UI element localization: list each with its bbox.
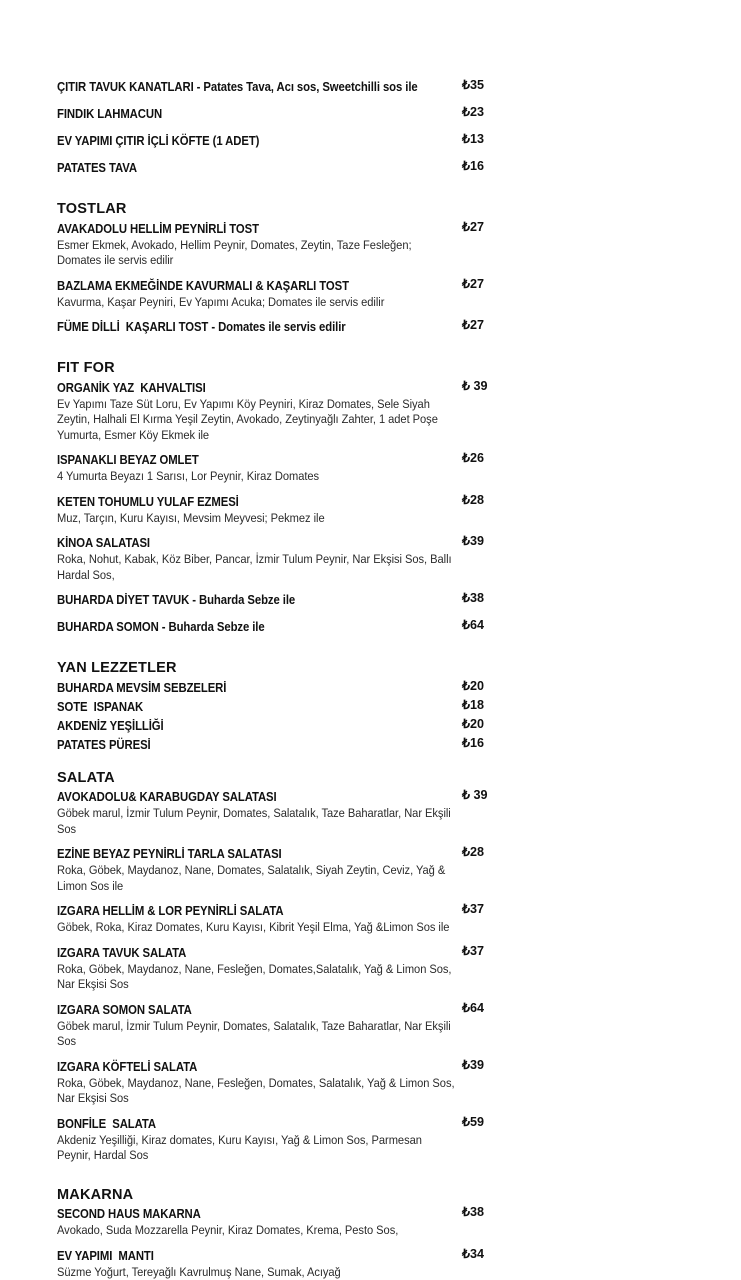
section-heading: MAKARNA [57, 1172, 493, 1203]
menu-item-price: ₺23 [462, 105, 484, 120]
menu-section-salata [57, 755, 493, 1164]
menu-item-headline [57, 717, 493, 735]
menu-item-price: ₺28 [462, 845, 484, 860]
menu-item-name-wrap [57, 105, 162, 123]
menu-item-headline [57, 788, 493, 806]
menu-item-description [57, 920, 493, 936]
menu-item-name: AVAKADOLU HELLİM PEYNİRLİ TOST [57, 222, 259, 236]
menu-item-name: BUHARDA DİYET TAVUK - Buharda Sebze ile [57, 593, 295, 607]
menu-item-headline [57, 534, 493, 552]
menu-item-price: ₺27 [462, 220, 484, 235]
menu-item[interactable] [57, 1058, 493, 1107]
menu-item-price: ₺18 [462, 698, 484, 713]
menu-item-name: KETEN TOHUMLU YULAF EZMESİ [57, 495, 239, 509]
menu-item-name: EV YAPIMI MANTI [57, 1249, 154, 1263]
menu-item-name: IZGARA SOMON SALATA [57, 1003, 192, 1017]
menu-item-price: ₺20 [462, 679, 484, 694]
menu-item-headline [57, 736, 493, 754]
menu-content [57, 78, 493, 1280]
menu-item-name-wrap [57, 220, 259, 238]
section-heading: SALATA [57, 755, 493, 786]
menu-item-headline [57, 591, 493, 609]
menu-item[interactable] [57, 788, 493, 837]
menu-item-price: ₺ 39 [462, 788, 488, 803]
menu-item-description [57, 806, 493, 837]
menu-item-headline [57, 159, 493, 177]
menu-item-description [57, 511, 493, 527]
menu-item-description-wrap: Göbek marul, İzmir Tulum Peynir, Domates, Salatalık, Taze Baharatlar, Nar Ekşili Sos [57, 1019, 458, 1050]
menu-item-price: ₺37 [462, 944, 484, 959]
menu-item-description-wrap: Roka, Göbek, Maydanoz, Nane, Fesleğen, Domates, Salatalık, Yağ & Limon Sos, Nar Ekşisi Sos [57, 1076, 458, 1107]
menu-item-name-wrap [57, 1205, 201, 1223]
menu-item[interactable] [57, 944, 493, 993]
menu-item-name-wrap [57, 451, 199, 469]
menu-section-tostlar [57, 186, 493, 336]
menu-item-name-wrap [57, 1247, 154, 1265]
menu-item-name: BUHARDA SOMON - Buharda Sebze ile [57, 620, 265, 634]
menu-item-headline [57, 902, 493, 920]
menu-item[interactable] [57, 679, 493, 697]
menu-item-headline [57, 318, 493, 336]
menu-item-headline [57, 105, 493, 123]
menu-section-starters [57, 78, 493, 177]
menu-item-name-wrap [57, 736, 151, 754]
menu-item-description [57, 238, 493, 269]
menu-item-name-wrap [57, 902, 283, 920]
menu-item[interactable] [57, 105, 493, 123]
menu-item-price: ₺39 [462, 1058, 484, 1073]
menu-item-price: ₺26 [462, 451, 484, 466]
menu-item-description [57, 295, 493, 311]
menu-item[interactable] [57, 591, 493, 609]
menu-item-description-wrap: Muz, Tarçın, Kuru Kayısı, Mevsim Meyvesi; Pekmez ile [57, 511, 325, 527]
menu-item-price: ₺39 [462, 534, 484, 549]
menu-item-name: PATATES TAVA [57, 161, 137, 175]
menu-item-headline [57, 220, 493, 238]
menu-item-name-wrap [57, 318, 346, 336]
menu-item-description [57, 1265, 493, 1280]
menu-item-headline [57, 1001, 493, 1019]
menu-section-yan-lezzetler [57, 645, 493, 754]
menu-item-name: BAZLAMA EKMEĞİNDE KAVURMALI & KAŞARLI TOST [57, 279, 349, 293]
menu-item-headline [57, 1247, 493, 1265]
menu-item-description [57, 962, 493, 993]
menu-item[interactable] [57, 78, 493, 96]
menu-item-name: AKDENİZ YEŞİLLİĞİ [57, 719, 164, 733]
menu-item-name-wrap [57, 717, 164, 735]
menu-item[interactable] [57, 1115, 493, 1164]
section-heading: TOSTLAR [57, 186, 493, 217]
menu-item-description-wrap: Roka, Göbek, Maydanoz, Nane, Fesleğen, Domates,Salatalık, Yağ & Limon Sos, Nar Ekşisi Sos [57, 962, 458, 993]
menu-item-headline [57, 78, 493, 96]
menu-item-name-wrap [57, 78, 418, 96]
menu-item-name-wrap [57, 1001, 192, 1019]
menu-item-name: SECOND HAUS MAKARNA [57, 1207, 201, 1221]
menu-item-name: AVOKADOLU& KARABUGDAY SALATASI [57, 790, 277, 804]
menu-item[interactable] [57, 220, 493, 269]
menu-item-price: ₺59 [462, 1115, 484, 1130]
menu-section-makarna [57, 1172, 493, 1280]
menu-item-name: BONFİLE SALATA [57, 1117, 156, 1131]
menu-item-headline [57, 277, 493, 295]
menu-item-name-wrap [57, 132, 259, 150]
menu-item[interactable] [57, 379, 493, 444]
menu-item-description-wrap: Roka, Göbek, Maydanoz, Nane, Domates, Salatalık, Siyah Zeytin, Ceviz, Yağ & Limon Sos ile [57, 863, 458, 894]
menu-item-name: FINDIK LAHMACUN [57, 107, 162, 121]
menu-item-headline [57, 1205, 493, 1223]
menu-item-price: ₺28 [462, 493, 484, 508]
menu-item-price: ₺16 [462, 736, 484, 751]
menu-item-name-wrap [57, 679, 226, 697]
menu-item-name: IZGARA KÖFTELİ SALATA [57, 1060, 197, 1074]
menu-item-headline [57, 1115, 493, 1133]
menu-item[interactable] [57, 451, 493, 485]
menu-item-headline [57, 845, 493, 863]
menu-item-description-wrap: Akdeniz Yeşilliği, Kiraz domates, Kuru Kayısı, Yağ & Limon Sos, Parmesan Peynir, Hardal Sos [57, 1133, 458, 1164]
menu-item-description-wrap: Ev Yapımı Taze Süt Loru, Ev Yapımı Köy Peyniri, Kiraz Domates, Sele Siyah Zeytin, Halhali El Kırma Yeşil Zeytin, Avokado, Zeytinyağlı Zahter, 1 adet Poşe Yumurta, Esmer Köy Ekmek ile [57, 397, 458, 444]
menu-item-headline [57, 132, 493, 150]
menu-item-name: PATATES PÜRESİ [57, 738, 151, 752]
menu-item-price: ₺16 [462, 159, 484, 174]
menu-item-name-wrap [57, 845, 282, 863]
menu-item-name-wrap [57, 698, 143, 716]
menu-item-price: ₺38 [462, 591, 484, 606]
menu-item-price: ₺37 [462, 902, 484, 917]
menu-item-description [57, 397, 493, 444]
menu-item-description-wrap: Kavurma, Kaşar Peyniri, Ev Yapımı Acuka; Domates ile servis edilir [57, 295, 384, 311]
menu-item-name-wrap [57, 944, 186, 962]
menu-item-price: ₺35 [462, 78, 484, 93]
menu-item[interactable] [57, 1247, 493, 1280]
menu-item[interactable] [57, 277, 493, 311]
menu-item-description [57, 552, 493, 583]
menu-item-headline [57, 679, 493, 697]
menu-item[interactable] [57, 1001, 493, 1050]
menu-item-name-wrap [57, 788, 277, 806]
menu-item-name: FÜME DİLLİ KAŞARLI TOST - Domates ile servis edilir [57, 320, 346, 334]
menu-item-description [57, 1223, 493, 1239]
menu-item-price: ₺64 [462, 618, 484, 633]
menu-item[interactable] [57, 1205, 493, 1239]
menu-item-name: IZGARA HELLİM & LOR PEYNİRLİ SALATA [57, 904, 283, 918]
menu-item[interactable] [57, 618, 493, 636]
menu-item-name-wrap [57, 534, 150, 552]
menu-item-headline [57, 944, 493, 962]
menu-item-name-wrap [57, 618, 265, 636]
menu-item-name-wrap [57, 1115, 156, 1133]
menu-item-headline [57, 451, 493, 469]
menu-item-price: ₺38 [462, 1205, 484, 1220]
menu-item[interactable] [57, 845, 493, 894]
menu-item-name-wrap [57, 379, 206, 397]
menu-item-description-wrap: Roka, Nohut, Kabak, Köz Biber, Pancar, İzmir Tulum Peynir, Nar Ekşisi Sos, Ballı Hardal Sos, [57, 552, 458, 583]
menu-item[interactable] [57, 698, 493, 716]
menu-item-price: ₺27 [462, 277, 484, 292]
menu-item-name-wrap [57, 1058, 197, 1076]
menu-item-price: ₺34 [462, 1247, 484, 1262]
menu-item[interactable] [57, 717, 493, 735]
menu-item-name-wrap [57, 493, 239, 511]
menu-item-price: ₺20 [462, 717, 484, 732]
menu-item-name: EZİNE BEYAZ PEYNİRLİ TARLA SALATASI [57, 847, 282, 861]
menu-item-description-wrap: Göbek, Roka, Kiraz Domates, Kuru Kayısı, Kibrit Yeşil Elma, Yağ &Limon Sos ile [57, 920, 449, 936]
menu-item[interactable] [57, 318, 493, 336]
menu-item-name: IZGARA TAVUK SALATA [57, 946, 186, 960]
section-heading: YAN LEZZETLER [57, 645, 493, 676]
menu-item[interactable] [57, 736, 493, 754]
menu-item[interactable] [57, 132, 493, 150]
menu-item-price: ₺64 [462, 1001, 484, 1016]
menu-item-name: KİNOA SALATASI [57, 536, 150, 550]
menu-item-name: ISPANAKLI BEYAZ OMLET [57, 453, 199, 467]
menu-item-description-wrap: Süzme Yoğurt, Tereyağlı Kavrulmuş Nane, Sumak, Acıyağ [57, 1265, 341, 1280]
menu-item-description [57, 469, 493, 485]
menu-item-name: ÇITIR TAVUK KANATLARI - Patates Tava, Acı sos, Sweetchilli sos ile [57, 80, 418, 94]
menu-item-description-wrap: Esmer Ekmek, Avokado, Hellim Peynir, Domates, Zeytin, Taze Fesleğen; Domates ile servis edilir [57, 238, 458, 269]
menu-item-description [57, 1019, 493, 1050]
menu-item-description [57, 863, 493, 894]
menu-item[interactable] [57, 493, 493, 527]
menu-item-price: ₺ 39 [462, 379, 488, 394]
menu-item-name: ORGANİK YAZ KAHVALTISI [57, 381, 206, 395]
section-heading: FIT FOR [57, 345, 493, 376]
menu-item[interactable] [57, 534, 493, 583]
menu-item[interactable] [57, 902, 493, 936]
menu-item-name-wrap [57, 277, 349, 295]
menu-item[interactable] [57, 159, 493, 177]
menu-item-description-wrap: Göbek marul, İzmir Tulum Peynir, Domates, Salatalık, Taze Baharatlar, Nar Ekşili Sos [57, 806, 458, 837]
menu-item-description [57, 1076, 493, 1107]
menu-item-description-wrap: 4 Yumurta Beyazı 1 Sarısı, Lor Peynir, Kiraz Domates [57, 469, 319, 485]
menu-item-headline [57, 698, 493, 716]
menu-item-headline [57, 1058, 493, 1076]
menu-item-name: SOTE ISPANAK [57, 700, 143, 714]
menu-item-price: ₺27 [462, 318, 484, 333]
menu-item-name-wrap [57, 159, 137, 177]
menu-item-name: BUHARDA MEVSİM SEBZELERİ [57, 681, 226, 695]
menu-item-headline [57, 493, 493, 511]
menu-item-description-wrap: Avokado, Suda Mozzarella Peynir, Kiraz Domates, Krema, Pesto Sos, [57, 1223, 398, 1239]
menu-item-description [57, 1133, 493, 1164]
menu-item-name: EV YAPIMI ÇITIR İÇLİ KÖFTE (1 ADET) [57, 134, 259, 148]
menu-item-name-wrap [57, 591, 295, 609]
menu-item-price: ₺13 [462, 132, 484, 147]
menu-item-headline [57, 618, 493, 636]
menu-section-fit-for [57, 345, 493, 636]
menu-item-headline [57, 379, 493, 397]
